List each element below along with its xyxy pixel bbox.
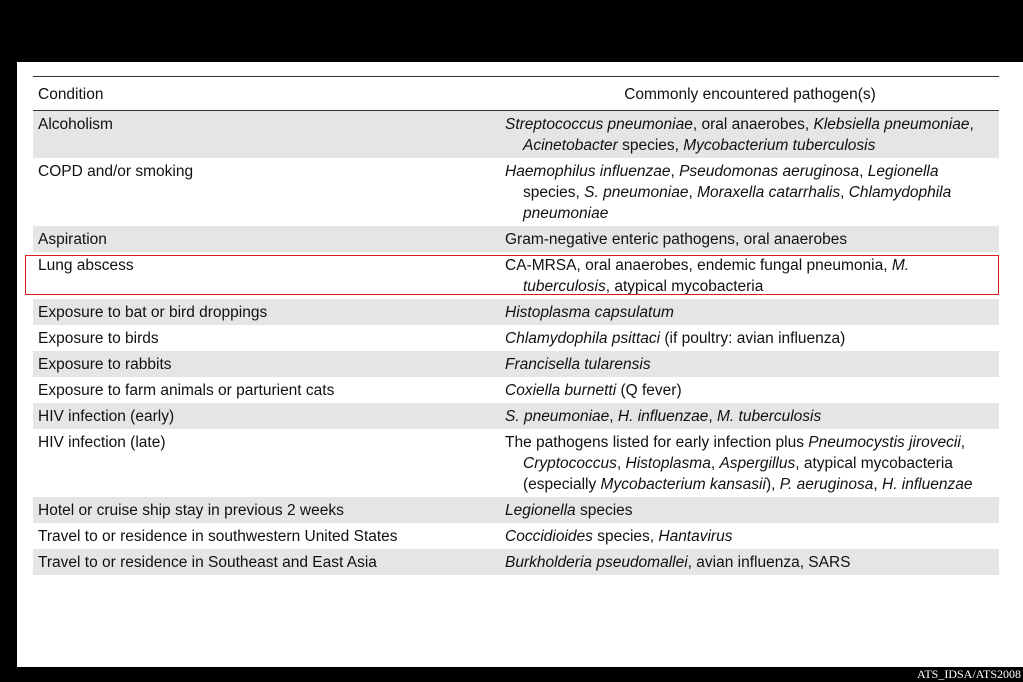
table-row (33, 351, 999, 377)
table-row (33, 377, 999, 403)
pathogens-cell (500, 377, 999, 403)
pathogens-cell (500, 158, 999, 226)
pathogens-text: Burkholderia pseudomallei, avian influenza, SARS (505, 554, 851, 571)
pathogens-text: Haemophilus influenzae, Pseudomonas aeruginosa, Legionella species, S. pneumoniae, Moraxella catarrhalis, Chlamydophila pneumoniae (505, 163, 952, 222)
condition-cell: Exposure to farm animals or parturient cats (38, 382, 335, 399)
pathogens-cell (500, 549, 999, 575)
condition-cell: Exposure to birds (38, 330, 159, 347)
table-row (33, 299, 999, 325)
pathogens-cell (500, 429, 999, 497)
table-row (33, 111, 999, 159)
pathogens-cell (500, 111, 999, 159)
pathogens-text: Coxiella burnetti (Q fever) (505, 382, 682, 399)
table-row (33, 325, 999, 351)
top-black-band (0, 0, 1023, 62)
condition-cell: COPD and/or smoking (38, 163, 194, 180)
pathogens-cell (500, 299, 999, 325)
pathogens-cell (500, 226, 999, 252)
pathogens-text: Chlamydophila psittaci (if poultry: avian influenza) (505, 330, 846, 347)
condition-cell: Lung abscess (38, 257, 134, 274)
pathogens-cell (500, 403, 999, 429)
pathogens-text: Histoplasma capsulatum (505, 304, 674, 321)
table-header-row (33, 77, 999, 111)
table-row (33, 497, 999, 523)
table-body (33, 111, 999, 576)
pathogens-cell (500, 351, 999, 377)
header-condition: Condition (33, 77, 500, 111)
table-row (33, 252, 999, 299)
condition-cell: Travel to or residence in Southeast and East Asia (33, 549, 500, 575)
bottom-black-band (0, 667, 1023, 682)
pathogens-text: S. pneumoniae, H. influenzae, M. tuberculosis (505, 408, 822, 425)
condition-cell: Exposure to bat or bird droppings (33, 299, 500, 325)
pathogens-text: Francisella tularensis (505, 356, 651, 373)
pathogens-cell (500, 252, 999, 299)
pathogens-text: The pathogens listed for early infection plus Pneumocystis jirovecii, Cryptococcus, Histoplasma, Aspergillus, atypical mycobacteria (especially Mycobacterium kansasii), P. aeruginosa, H. influenzae (505, 434, 973, 493)
source-credit: ATS_IDSA/ATS2008 (916, 667, 1021, 681)
pathogens-cell (500, 523, 999, 549)
document-page (17, 62, 1023, 667)
table-row (33, 158, 999, 226)
pathogen-table (33, 76, 999, 575)
table-row (33, 403, 999, 429)
header-pathogens: Commonly encountered pathogen(s) (500, 77, 999, 111)
pathogens-text: Coccidioides species, Hantavirus (505, 528, 733, 545)
pathogens-cell (500, 325, 999, 351)
pathogens-text: Legionella species (505, 502, 633, 519)
table-row (33, 226, 999, 252)
pathogens-text: Gram-negative enteric pathogens, oral anaerobes (505, 231, 848, 248)
condition-cell: HIV infection (late) (38, 434, 166, 451)
condition-cell: Aspiration (33, 226, 500, 252)
table-row (33, 523, 999, 549)
pathogens-text: Streptococcus pneumoniae, oral anaerobes, Klebsiella pneumoniae, Acinetobacter species, Mycobacterium tuberculosis (505, 116, 974, 154)
condition-cell: Travel to or residence in southwestern United States (38, 528, 398, 545)
condition-cell: Hotel or cruise ship stay in previous 2 weeks (33, 497, 500, 523)
condition-cell: Exposure to rabbits (33, 351, 500, 377)
condition-cell: HIV infection (early) (33, 403, 500, 429)
condition-cell: Alcoholism (33, 111, 500, 159)
table-row (33, 549, 999, 575)
pathogens-cell (500, 497, 999, 523)
pathogens-text: CA-MRSA, oral anaerobes, endemic fungal pneumonia, M. tuberculosis, atypical mycobacteria (505, 257, 910, 295)
table-row (33, 429, 999, 497)
